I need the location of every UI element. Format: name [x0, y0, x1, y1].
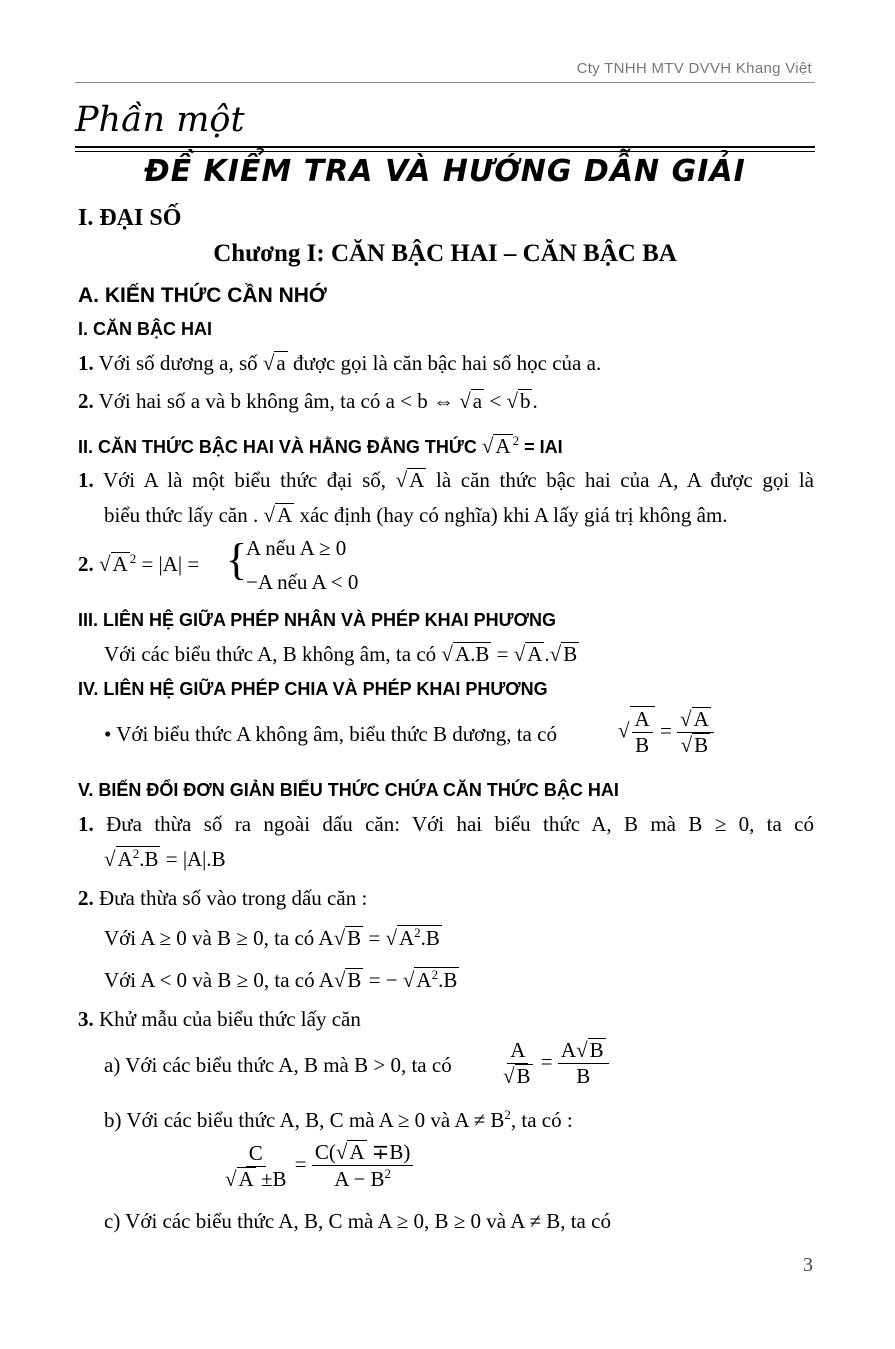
s5-item-1: [78, 812, 814, 837]
s2-item-1-line-2: biểu thức lấy căn . √A xác định (hay có nghĩa) khi A lấy giá trị không âm.: [104, 503, 728, 527]
s1-item-1: 1. Với số dương a, số √a được gọi là căn bậc hai số học của a.: [78, 351, 602, 375]
radicand: A: [277, 503, 293, 527]
exponent: 2: [129, 551, 137, 566]
part-title: Phần một: [75, 100, 245, 140]
item-text: Khử mẫu của biểu thức lấy căn: [99, 1007, 361, 1031]
radicand: A.B: [454, 642, 490, 666]
s2-item-1-line-1: 1. Với A là một biểu thức đại số, √A là căn thức bậc hai của A, A được gọi là: [78, 468, 814, 492]
heading-text: II. CĂN THỨC BẬC HAI VÀ HẰNG ĐẲNG THỨC: [78, 437, 477, 457]
s3-line: Với các biểu thức A, B không âm, ta có √A.B = √A.√B: [104, 642, 578, 666]
item-text: Đưa thừa số ra ngoài dấu căn: Với hai biểu thức A, B mà B ≥ 0, ta có: [106, 812, 814, 836]
item-text: Với số dương a, số: [98, 351, 258, 375]
dot: .: [544, 642, 550, 666]
equals-abs: = |A| =: [141, 552, 200, 576]
item-number: 1.: [78, 468, 94, 492]
subsection-heading: A. KIẾN THỨC CẦN NHỚ: [78, 284, 327, 307]
s5-item-3b-formula: $\frac{C}{√A \pm B}$ = $\frac{C(√A \mp B)}{A - B^2}$: [222, 1140, 413, 1192]
heading-nhan-khai-phuong: III. LIÊN HỆ GIỮA PHÉP NHÂN VÀ PHÉP KHAI PHƯƠNG: [78, 610, 556, 630]
radicand: b: [519, 389, 531, 413]
item-text: Với biểu thức A không âm, biểu thức B dương, ta có: [116, 722, 557, 746]
radicand: a: [472, 389, 483, 413]
s5-item-3b-text: b) Với các biểu thức A, B, C mà A ≥ 0 và $A \ne B^2$, ta có :: [104, 1107, 573, 1132]
s5-item-3: [78, 1007, 361, 1032]
item-text: được gọi là căn bậc hai số học của a.: [293, 351, 602, 375]
heading-can-bac-hai: I. CĂN BẬC HAI: [78, 319, 212, 339]
s5-item-1-formula: $√A^2.B = |A|.B$: [104, 846, 226, 871]
left-brace: {: [226, 535, 248, 584]
s2-item-2: 2. √A $^2$ = |A| =: [78, 551, 200, 576]
radicand: A: [495, 434, 511, 458]
radicand: B: [563, 642, 578, 666]
bullet: •: [104, 722, 112, 746]
main-title: ĐỀ KIỂM TRA VÀ HƯỚNG DẪN GIẢI: [144, 154, 746, 189]
s1-item-2: 2. Với hai số a và b không âm, ta có a < b ⇔ √a < √b.: [78, 389, 538, 413]
item-number: 2.: [78, 552, 94, 576]
header-rule: [75, 82, 815, 83]
title-rule: [75, 146, 815, 152]
item-number: 1.: [78, 351, 94, 375]
s5-item-2-line-1: Với A ≥ 0 và B ≥ 0, ta có $A√B = √A^2.B$: [104, 925, 440, 950]
heading-hang-dang-thuc: II. CĂN THỨC BẬC HAI VÀ HẰNG ĐẲNG THỨC √A $^2$ = IAI: [78, 433, 563, 458]
heading-chia-khai-phuong: IV. LIÊN HỆ GIỮA PHÉP CHIA VÀ PHÉP KHAI PHƯƠNG: [78, 679, 548, 699]
s4-line: [104, 722, 557, 747]
radicand: A: [112, 552, 128, 576]
radicand: A: [527, 642, 543, 666]
radicand: a: [276, 351, 286, 375]
radicand: A: [409, 468, 425, 492]
s4-formula: √ $\frac{A}{B}$ = $\frac{√A}{√B}$: [618, 706, 714, 758]
abs-value: |A|: [182, 847, 207, 871]
case-1: A nếu A ≥ 0: [246, 536, 347, 560]
item-number: 3.: [78, 1007, 94, 1031]
item-text: Đưa thừa số vào trong dấu căn :: [99, 886, 368, 910]
s5-item-3a-text: a) Với các biểu thức A, B mà B > 0, ta có: [104, 1053, 452, 1077]
s5-item-2: [78, 886, 367, 911]
heading-text: = IAI: [524, 437, 563, 457]
item-number: 2.: [78, 389, 94, 413]
item-number: 2.: [78, 886, 94, 910]
running-header: Cty TNHH MTV DVVH Khang Việt: [576, 60, 812, 77]
item-text: Với A là một biểu thức đại số,: [103, 468, 386, 492]
equals: =: [165, 847, 178, 871]
item-text: là căn thức bậc hai của A, A được gọi là: [435, 468, 814, 492]
item-text: Với các biểu thức A, B không âm, ta có: [104, 642, 437, 666]
item-text: xác định (hay có nghĩa) khi A lấy giá trị không âm.: [299, 503, 728, 527]
fraction: $\frac{A}{B}$: [632, 707, 653, 758]
case-2: −A nếu A < 0: [246, 570, 359, 594]
s5-item-2-line-2: Với A < 0 và B ≥ 0, ta có A√B = − $√A^2.B$: [104, 967, 458, 992]
item-text: Với hai số a và b không âm, ta có a < b ⇔: [98, 389, 454, 413]
equals: =: [659, 718, 672, 743]
item-text: biểu thức lấy căn .: [104, 503, 259, 527]
chapter-title: Chương I: CĂN BẬC HAI – CĂN BẬC BA: [213, 240, 677, 267]
section-title: I. ĐẠI SỐ: [78, 205, 182, 231]
item-number: 1.: [78, 812, 94, 836]
exponent: 2: [512, 433, 520, 448]
period: .: [532, 389, 538, 413]
page-number: 3: [803, 1254, 813, 1276]
s5-item-3c-text: c) Với các biểu thức A, B, C mà A ≥ 0, B ≥ 0 và A ≠ B, ta có: [104, 1209, 611, 1233]
s5-item-3a-formula: $\frac{A}{√B}$ = $\frac{A√B}{B}$: [500, 1038, 609, 1089]
equals: =: [496, 642, 509, 666]
heading-bien-doi: V. BIẾN ĐỔI ĐƠN GIẢN BIỂU THỨC CHỨA CĂN THỨC BẬC HAI: [78, 780, 619, 800]
fraction: $\frac{√A}{√B}$: [677, 707, 714, 758]
less-than: <: [489, 389, 502, 413]
